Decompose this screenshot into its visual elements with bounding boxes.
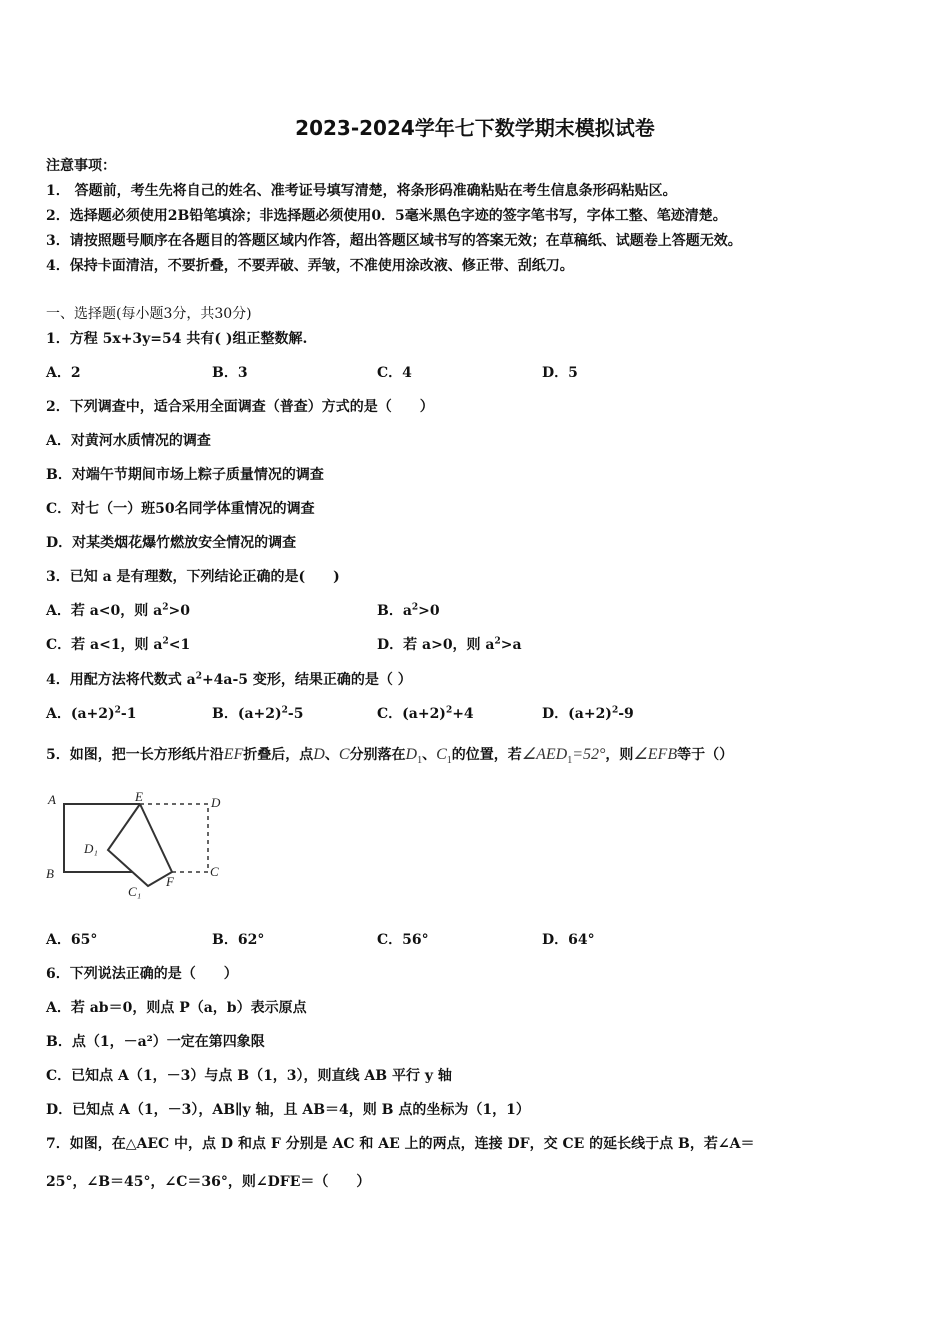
question-4-stem: 4．用配方法将代数式 $a^2+4a-5$ 变形，结果正确的是（ ） (46, 671, 412, 688)
label-e: E (135, 790, 143, 804)
q3-option-a: A．若 a<0，则 $a^2>0$ (46, 602, 190, 619)
q3-option-c: C．若 a<1，则 $a^2<1$ (46, 636, 191, 653)
q4-option-b: B．$(a+2)^2-5$ (212, 705, 304, 722)
q6-option-c: C．已知点 A（1，－3）与点 B（1，3），则直线 AB 平行 y 轴 (46, 1068, 452, 1084)
label-d1: D₁ (84, 841, 98, 856)
q2-option-c: C．对七（一）班50名同学体重情况的调查 (46, 501, 315, 517)
rectangle-dashed-edges (140, 804, 208, 872)
q1-option-b: B．3 (212, 365, 248, 381)
q4-option-c: C．$(a+2)^2+4$ (377, 705, 474, 722)
q2-option-d: D．对某类烟花爆竹燃放安全情况的调查 (46, 535, 297, 551)
label-b: B (46, 866, 54, 881)
q5-option-a: A．65° (46, 932, 98, 948)
label-f: F (166, 874, 174, 889)
rectangle-solid-edges (64, 804, 140, 872)
question-7-stem-line2: 25°，∠B＝45°，∠C＝36°，则∠DFE＝（ ） (46, 1174, 371, 1190)
folded-flap (108, 804, 172, 886)
question-7-stem-line1: 7．如图，在△AEC 中，点 D 和点 F 分别是 AC 和 AE 上的两点，连接 DF，交 CE 的延长线于点 B，若∠A＝ (46, 1136, 755, 1152)
label-c1: C₁ (128, 884, 142, 899)
question-2-stem: 2．下列调查中，适合采用全面调查（普查）方式的是（ ） (46, 399, 434, 415)
question-3-stem: 3．已知 a 是有理数，下列结论正确的是( ) (46, 569, 340, 585)
q6-option-d: D．已知点 A（1，－3），AB∥y 轴，且 AB＝4，则 B 点的坐标为（1，1） (46, 1102, 530, 1118)
label-d: D (211, 795, 221, 810)
notice-item: 3．请按照题号顺序在各题目的答题区域内作答，超出答题区域书写的答案无效；在草稿纸、试题卷上答题无效。 (46, 233, 742, 249)
notice-heading: 注意事项： (46, 158, 116, 174)
q4-option-a: A．$(a+2)^2-1$ (46, 705, 137, 722)
label-a: A (48, 792, 56, 807)
q2-option-a: A．对黄河水质情况的调查 (46, 433, 211, 449)
q6-option-a: A．若 ab＝0，则点 P（a，b）表示原点 (46, 1000, 307, 1016)
q6-option-b: B．点（1，－a²）一定在第四象限 (46, 1034, 265, 1050)
page-title: 2023-2024学年七下数学期末模拟试卷 (295, 116, 655, 140)
q3-option-b: B．$a^2>0$ (377, 602, 440, 619)
q5-option-b: B．62° (212, 932, 265, 948)
q1-option-d: D．5 (542, 365, 578, 381)
q1-option-c: C．4 (377, 365, 412, 381)
q5-option-d: D．64° (542, 932, 595, 948)
fold-figure (44, 790, 234, 900)
section-heading: 一、选择题(每小题3分，共30分) (46, 306, 252, 322)
q5-option-c: C．56° (377, 932, 429, 948)
q3-option-d: D．若 a>0，则 $a^2>a$ (377, 636, 522, 653)
notice-item: 2．选择题必须使用2B铅笔填涂；非选择题必须使用0．5毫米黑色字迹的签字笔书写，字体工整、笔迹清楚。 (46, 208, 727, 224)
label-c: C (210, 864, 219, 879)
notice-item: 4．保持卡面清洁，不要折叠，不要弄破、弄皱，不准使用涂改液、修正带、刮纸刀。 (46, 258, 574, 274)
question-6-stem: 6．下列说法正确的是（ ） (46, 966, 238, 982)
q2-option-b: B．对端午节期间市场上粽子质量情况的调查 (46, 467, 324, 483)
q4-option-d: D．$(a+2)^2-9$ (542, 705, 634, 722)
notice-item: 1． 答题前，考生先将自己的姓名、准考证号填写清楚，将条形码准确粘贴在考生信息条形码粘贴区。 (46, 183, 677, 199)
question-1-stem: 1．方程 5x+3y=54 共有( )组正整数解. (46, 331, 308, 347)
question-5-stem: 5．如图，把一长方形纸片沿EF折叠后，点D、C分别落在$D_1$、$C_1$的位置，若$\angle AED_1=52^\circ$，则∠EFB等于（） (46, 746, 734, 766)
q1-option-a: A．2 (46, 365, 81, 381)
